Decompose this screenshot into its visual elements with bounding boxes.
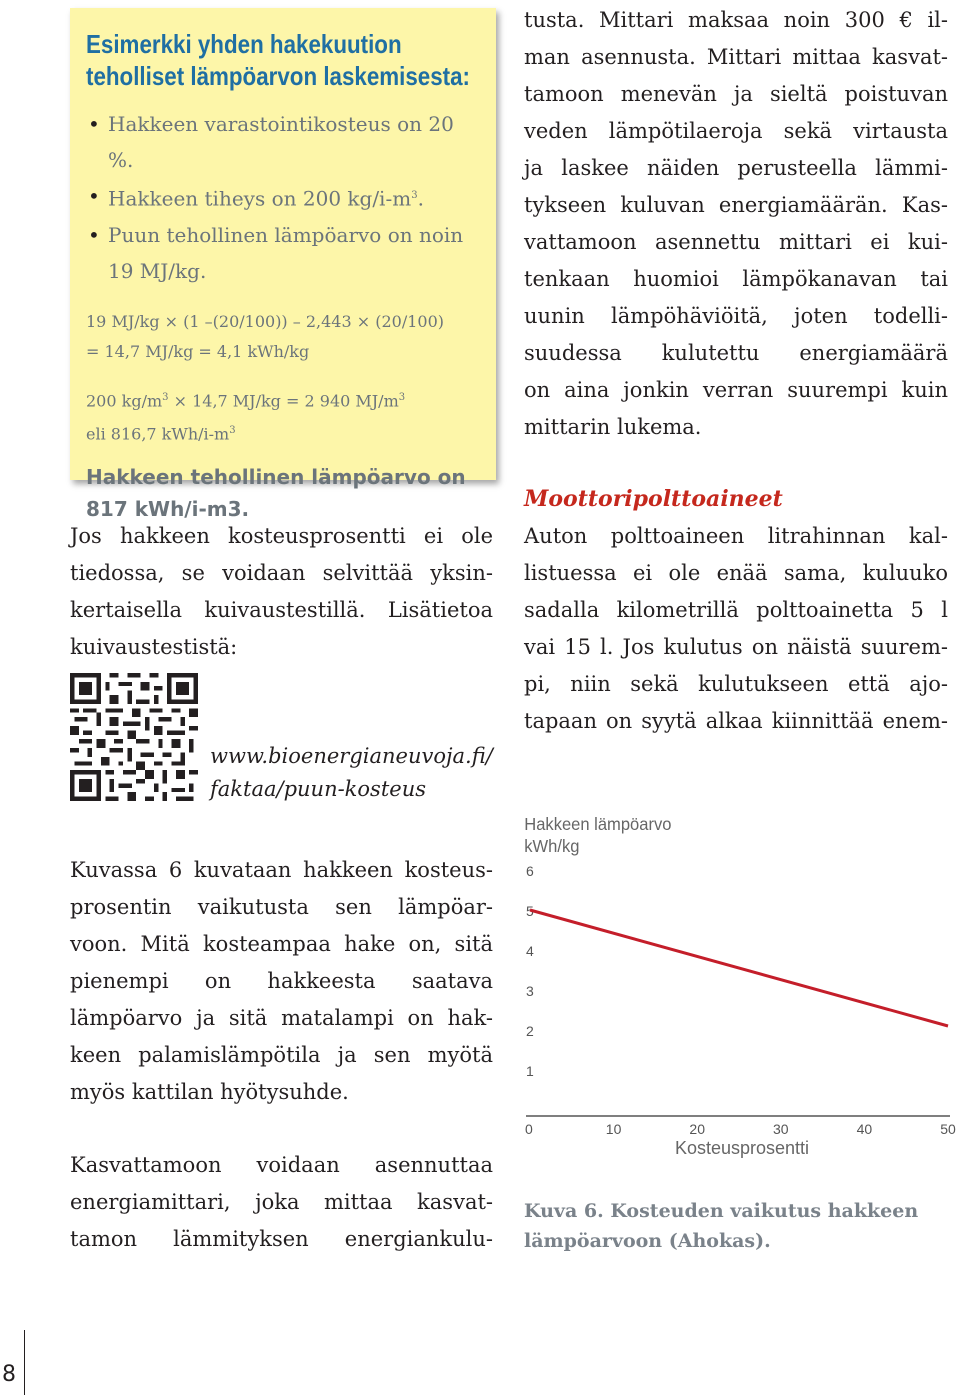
- x-tick-label: 0: [525, 1121, 533, 1137]
- note-bullet: • Hakkeen tiheys on 200 $kg/i-m^3$.: [86, 178, 480, 217]
- paragraph-motor-fuels: Auton polttoaineen litrahinnan kal- listuessa ei ole enää sama, kuluuko sadalla kilometrillä polttoainetta 5 l vai 15 l. Jos kulutus on näistä suurem- pi, niin sekä kulutukseen että ajo- tapaan on syytä alkaa kiinnittää enem-: [524, 524, 948, 733]
- y-tick-label: 2: [526, 1023, 534, 1039]
- section-heading-motor-fuels: Moottoripolttoaineet: [524, 486, 783, 512]
- note-bullets: [86, 106, 480, 289]
- info-note: [70, 8, 496, 522]
- y-tick-label: 4: [526, 943, 534, 959]
- note-result: Hakkeen tehollinen lämpöarvo on 817 kWh/i-m3.: [86, 465, 466, 522]
- y-tick-label: 1: [526, 1063, 534, 1079]
- x-tick-label: 20: [689, 1121, 705, 1137]
- calculation-1: [86, 307, 480, 367]
- qr-url-link[interactable]: www.bioenergianeuvoja.fi/ faktaa/puun-kosteus: [210, 744, 493, 801]
- calculation-2: [86, 383, 480, 450]
- calc-line: = 14,7 MJ/kg = 4,1 kWh/kg: [86, 341, 310, 361]
- calc-line: eli 816,7 kWh/$i-m^3$: [86, 424, 236, 444]
- x-tick-label: 40: [856, 1121, 873, 1137]
- calc-line: 19 MJ/kg × (1 –(20/100)) – 2,443 × (20/100): [86, 311, 444, 331]
- page-number: 8: [2, 1362, 16, 1387]
- paragraph-energy-meter: Kasvattamoon voidaan asennuttaa energiamittari, joka mittaa kasvat- tamon lämmityksen energiankulu-: [70, 1153, 493, 1251]
- paragraph-moisture-test: Jos hakkeen kosteusprosentti ei ole tiedossa, se voidaan selvittää yksin- kertaisella kuivaustestillä. Lisätietoa kuivaustestistä:: [70, 524, 493, 659]
- y-tick-label: 6: [526, 863, 534, 879]
- qr-code[interactable]: [70, 673, 198, 801]
- calc-line: 200 $kg/m^3 \times 14,7$ MJ/kg = 2 940 $MJ/m^3$: [86, 390, 406, 410]
- heating-value-chart: [516, 808, 960, 1168]
- x-tick-label: 10: [605, 1121, 622, 1137]
- note-title-line: teholliset lämpöarvon laskemisesta:: [86, 61, 471, 91]
- note-bullet: • Puun tehollinen lämpöarvo on noin 19 MJ/kg.: [86, 217, 480, 289]
- x-tick-label: 50: [940, 1121, 956, 1137]
- y-axis-label: Hakkeen lämpöarvo: [524, 813, 672, 835]
- paragraph-meter-continued: tusta. Mittari maksaa noin 300 € il- man asennusta. Mittari mittaa kasvat- tamoon menevän ja sieltä poistuvan veden lämpötilaeroja sekä virtausta ja laskee näiden perusteella lämmi- tykseen kuluvan energiamäärän. Kas- vattamoon asennettu mittari ei kui- tenkaan huomioi lämpökanavan tai uunin lämpöhäviöitä, joten todelli- suudessa kulutettu energiamäärä on aina jonkin verran suurempi kuin mittarin lukema.: [524, 8, 948, 439]
- figure-caption: Kuva 6. Kosteuden vaikutus hakkeen lämpöarvoon (Ahokas).: [524, 1200, 919, 1252]
- note-title: [86, 28, 479, 92]
- note-title-line: Esimerkki yhden hakekuution: [86, 29, 402, 59]
- y-tick-label: 5: [526, 903, 534, 919]
- note-bullet: • Hakkeen varastointikosteus on 20 %.: [86, 106, 480, 178]
- x-axis-label: Kosteusprosentti: [674, 1138, 810, 1158]
- page-margin-line: [24, 1330, 25, 1395]
- y-tick-label: 3: [526, 983, 534, 999]
- paragraph-moisture-effect: Kuvassa 6 kuvataan hakkeen kosteus- prosentin vaikutusta sen lämpöar- voon. Mitä kosteampaa hake on, sitä pienempi on hakkeesta saatava lämpöarvo ja sitä matalampi on hak- keen palamislämpötila ja sen myötä myös kattilan hyötysuhde.: [70, 858, 493, 1104]
- series-line: [530, 910, 948, 1026]
- y-axis-label: kWh/kg: [524, 835, 580, 857]
- x-tick-label: 30: [773, 1121, 789, 1137]
